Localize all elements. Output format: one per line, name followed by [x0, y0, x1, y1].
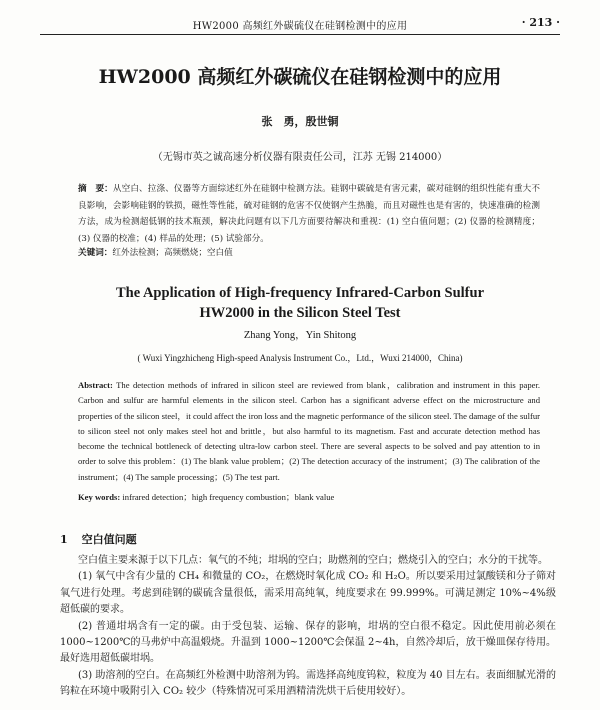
keywords-cn-label: 关键词：	[78, 248, 113, 258]
title-en-line2: HW2000 in the Silicon Steel Test	[199, 305, 401, 321]
title-en-line1: The Application of High-frequency Infrared-Carbon Sulfur	[115, 285, 485, 301]
abstract-cn	[78, 181, 540, 247]
affiliation-cn: （无锡市英之诚高速分析仪器有限责任公司，江苏 无锡 214000）	[152, 152, 448, 163]
affiliation-en: ( Wuxi Yingzhicheng High-speed Analysis Instrument Co.，Ltd.，Wuxi 214000，China)	[137, 353, 463, 363]
title-cn: HW2000 高频红外碳硫仪在硅钢检测中的应用	[98, 66, 502, 88]
authors-en: Zhang Yong，Yin Shitong	[243, 330, 357, 341]
section-1-title: 空白值问题	[81, 533, 137, 546]
section-1-heading	[60, 531, 151, 547]
authors-cn: 张 勇，殷世铜	[261, 115, 339, 128]
title-en	[0, 283, 600, 323]
abstract-cn-text: 从空白、拉涤、仪器等方面综述红外在硅钢中检测方法。硅钢中碳硫是有害元素，碳对硅钢的组织性能有重大不良影响，会影响硅钢的铁损，磁性等性能，硫对硅钢的危害不仅使钢产生热脆，而且对磁性也是有害的，快速准确的检测方法，成为检测超低钢的技术瓶颈，解决此问题有以下几方面要待解决和重视：(1) 空白值问题；(2) 仪器的检测精度；(3) 仪器的校准；(4) 样品的处理；(5) 试验部分。	[78, 184, 540, 244]
paragraph: (1) 氧气中含有少量的 CH₄ 和微量的 CO₂，在燃烧时氧化成 CO₂ 和 H₂O。所以要采用过氯酸镁和分子筛对氧气进行处理。考虑到硅钢的碳硫含量很低，需采用高纯氧，纯度要求在 99.999%。可满足测定 10%~4%级超低碳的要求。	[60, 571, 556, 616]
keywords-en	[78, 491, 540, 503]
paragraph: (3) 助溶剂的空白。在高频红外检测中助溶剂为钨。需选择高纯度钨粒，粒度为 40 目左右。表面细腻光滑的钨粒在环境中吸附引入 CO₂ 较少（特殊情况可采用酒精清洗烘干后使用较好）。	[60, 669, 556, 698]
paragraph: (2) 普通坩埚含有一定的碳。由于受包装、运输、保存的影响，坩埚的空白很不稳定。因此使用前必须在 1000~1200℃的马弗炉中高温煅烧。升温到 1000~1200℃会保温 2~4h，自然冷却后，放干燥皿保存待用。最好选用超低碳坩埚。	[60, 620, 556, 665]
paragraph: 空白值主要来源于以下几点：氧气的不纯；坩埚的空白；助燃剂的空白；燃烧引入的空白；水分的干扰等。	[78, 555, 548, 566]
abstract-cn-label: 摘 要：	[78, 184, 113, 194]
abstract-en	[78, 378, 540, 485]
keywords-cn	[78, 246, 540, 258]
abstract-en-label: Abstract:	[78, 380, 113, 390]
section-1-number: 1	[60, 533, 68, 546]
abstract-en-text: The detection methods of infrared in silicon steel are reviewed from blank，calibration and instrument in this paper. Carbon and sulfur are harmful elements in the silicon steel. Carbon has a significant adverse effect on the microstructure and properties of the silicon steel，it could affect the iron loss and the magnetic performance of the silicon steel. The damage of the sulfur to silicon steel not only makes steel hot and brittle，but also harmful to its magnetism. Fast and accurate detection method has become the technical bottleneck of detecting ultra-low carbon steel. There are several aspects to be solved and pay attention to in order to solve this problem：(1) The blank value problem；(2) The detection accuracy of the instrument；(3) The calibration of the instrument；(4) The sample processing；(5) The test part.	[78, 380, 540, 482]
running-title: HW2000 高频红外碳硫仪在硅钢检测中的应用	[192, 21, 408, 32]
running-header	[40, 14, 560, 35]
keywords-cn-text: 红外法检测；高频燃烧；空白值	[112, 248, 233, 258]
keywords-en-text: infrared detection；high frequency combustion；blank value	[122, 492, 335, 502]
page-number: · 213 ·	[521, 16, 560, 29]
section-1-body	[60, 553, 556, 701]
keywords-en-label: Key words:	[78, 492, 121, 502]
